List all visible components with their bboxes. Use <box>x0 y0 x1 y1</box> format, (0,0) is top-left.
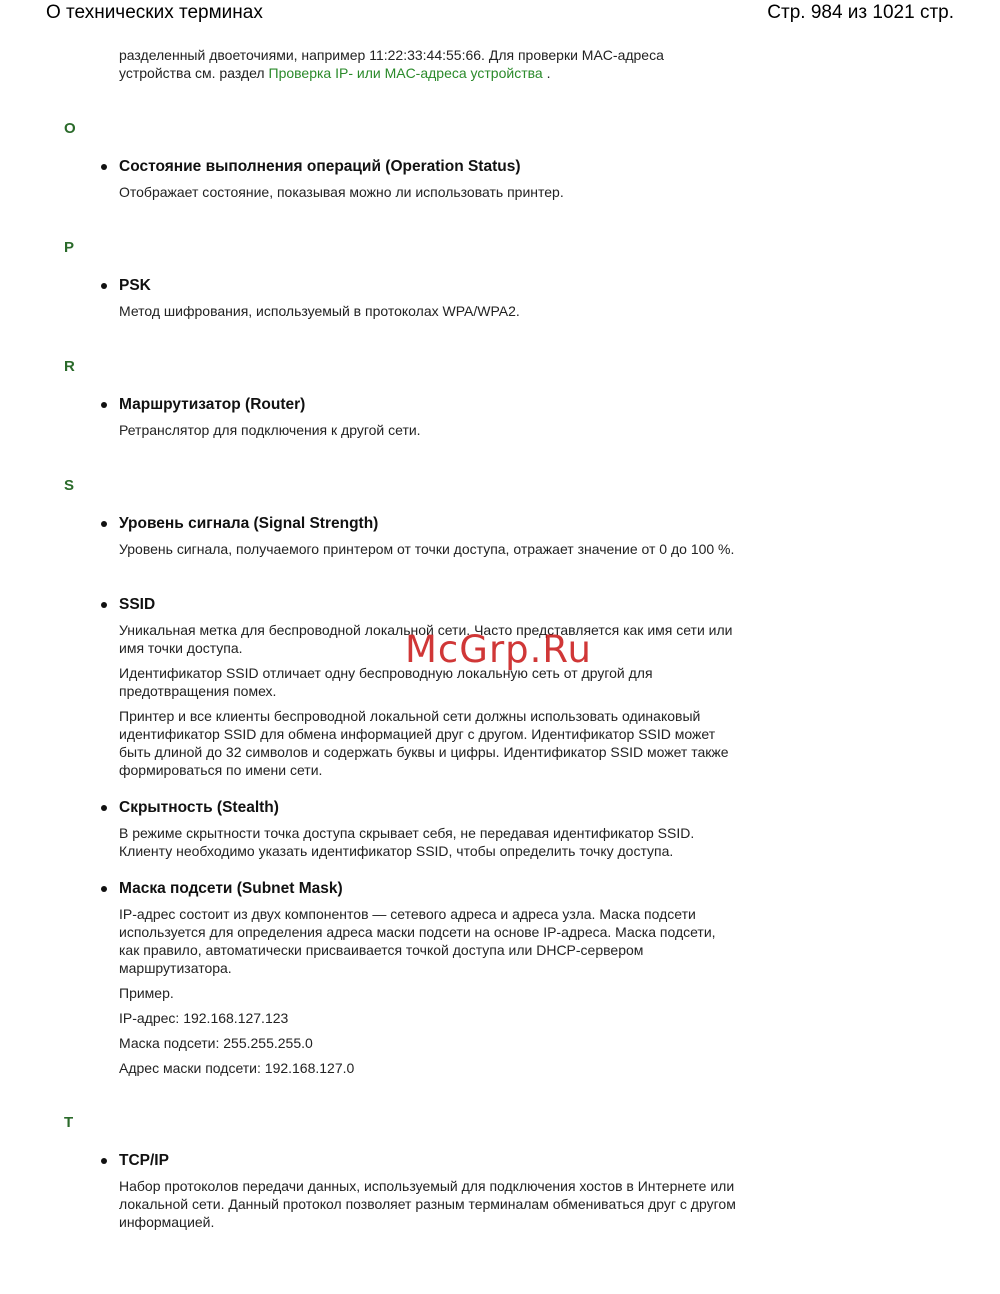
bullet-icon <box>101 805 107 811</box>
intro-text: разделенный двоеточиями, например 11:22:33:44:55:66. Для проверки MAC-адреса устройства см. раздел <box>119 47 664 81</box>
term-stealth <box>101 798 741 860</box>
term-ssid <box>101 595 741 779</box>
intro-paragraph <box>119 46 739 82</box>
document-title: О технических терминах <box>46 2 263 23</box>
term-title: TCP/IP <box>119 1152 169 1169</box>
watermark: McGrp.Ru <box>405 628 592 671</box>
term-description: Отображает состояние, показывая можно ли использовать принтер. <box>119 184 564 200</box>
term-subnet-mask <box>101 879 741 1077</box>
term-psk <box>101 276 741 320</box>
term-title: Маршрутизатор (Router) <box>119 396 306 413</box>
mac-address-link[interactable]: Проверка IP- или MAC-адреса устройства <box>268 65 543 81</box>
term-title: Уровень сигнала (Signal Strength) <box>119 515 379 532</box>
bullet-icon <box>101 402 107 408</box>
term-router <box>101 395 741 439</box>
term-description: Идентификатор SSID отличает одну беспроводную локальную сеть от другой для предотвращения помех. <box>119 665 653 699</box>
example-ip-address: IP-адрес: 192.168.127.123 <box>119 1010 289 1026</box>
term-description: IP-адрес состоит из двух компонентов — сетевого адреса и адреса узла. Маска подсети используется для определения адреса маски подсети на основе IP-адреса. Маска подсети, как правило, автоматически присваивается точкой доступа или DHCP-сервером маршрутизатора. <box>119 906 716 976</box>
term-title: Состояние выполнения операций (Operation Status) <box>119 158 521 175</box>
term-description: Набор протоколов передачи данных, используемый для подключения хостов в Интернете или локальной сети. Данный протокол позволяет разным терминалам обмениваться друг с другом информацией. <box>119 1178 736 1230</box>
bullet-icon <box>101 886 107 892</box>
example-mask-address: Адрес маски подсети: 192.168.127.0 <box>119 1060 355 1076</box>
section-letter-s: S <box>64 477 75 494</box>
term-description: Принтер и все клиенты беспроводной локальной сети должны использовать одинаковый идентификатор SSID для обмена информацией друг с другом. Идентификатор SSID может быть длиной до 32 символов и содержать буквы и цифры. Идентификатор SSID может также формироваться по имени сети. <box>119 708 729 778</box>
section-letter-o: O <box>64 120 76 137</box>
page-counter: Стр. 984 из 1021 стр. <box>767 2 954 23</box>
bullet-icon <box>101 602 107 608</box>
example-subnet-mask: Маска подсети: 255.255.255.0 <box>119 1035 313 1051</box>
bullet-icon <box>101 283 107 289</box>
term-title: Скрытность (Stealth) <box>119 799 279 816</box>
term-description: Метод шифрования, используемый в протоколах WPA/WPA2. <box>119 303 520 319</box>
bullet-icon <box>101 164 107 170</box>
section-letter-t: T <box>64 1114 74 1131</box>
term-description: Ретранслятор для подключения к другой сети. <box>119 422 421 438</box>
term-tcp-ip <box>101 1151 741 1231</box>
bullet-icon <box>101 521 107 527</box>
term-operation-status <box>101 157 741 201</box>
section-letter-p: P <box>64 239 75 256</box>
bullet-icon <box>101 1158 107 1164</box>
example-label: Пример. <box>119 985 174 1001</box>
term-title: PSK <box>119 277 151 294</box>
term-description: В режиме скрытности точка доступа скрывает себя, не передавая идентификатор SSID. Клиенту необходимо указать идентификатор SSID, чтобы определить точку доступа. <box>119 825 695 859</box>
term-title: SSID <box>119 596 156 613</box>
term-description: Уникальная метка для беспроводной локальной сети. Часто представляется как имя сети или имя точки доступа. <box>119 622 733 656</box>
term-title: Маска подсети (Subnet Mask) <box>119 880 343 897</box>
term-description: Уровень сигнала, получаемого принтером от точки доступа, отражает значение от 0 до 100 %. <box>119 541 735 557</box>
intro-tail: . <box>542 65 551 81</box>
section-letter-r: R <box>64 358 75 375</box>
term-signal-strength <box>101 514 741 558</box>
